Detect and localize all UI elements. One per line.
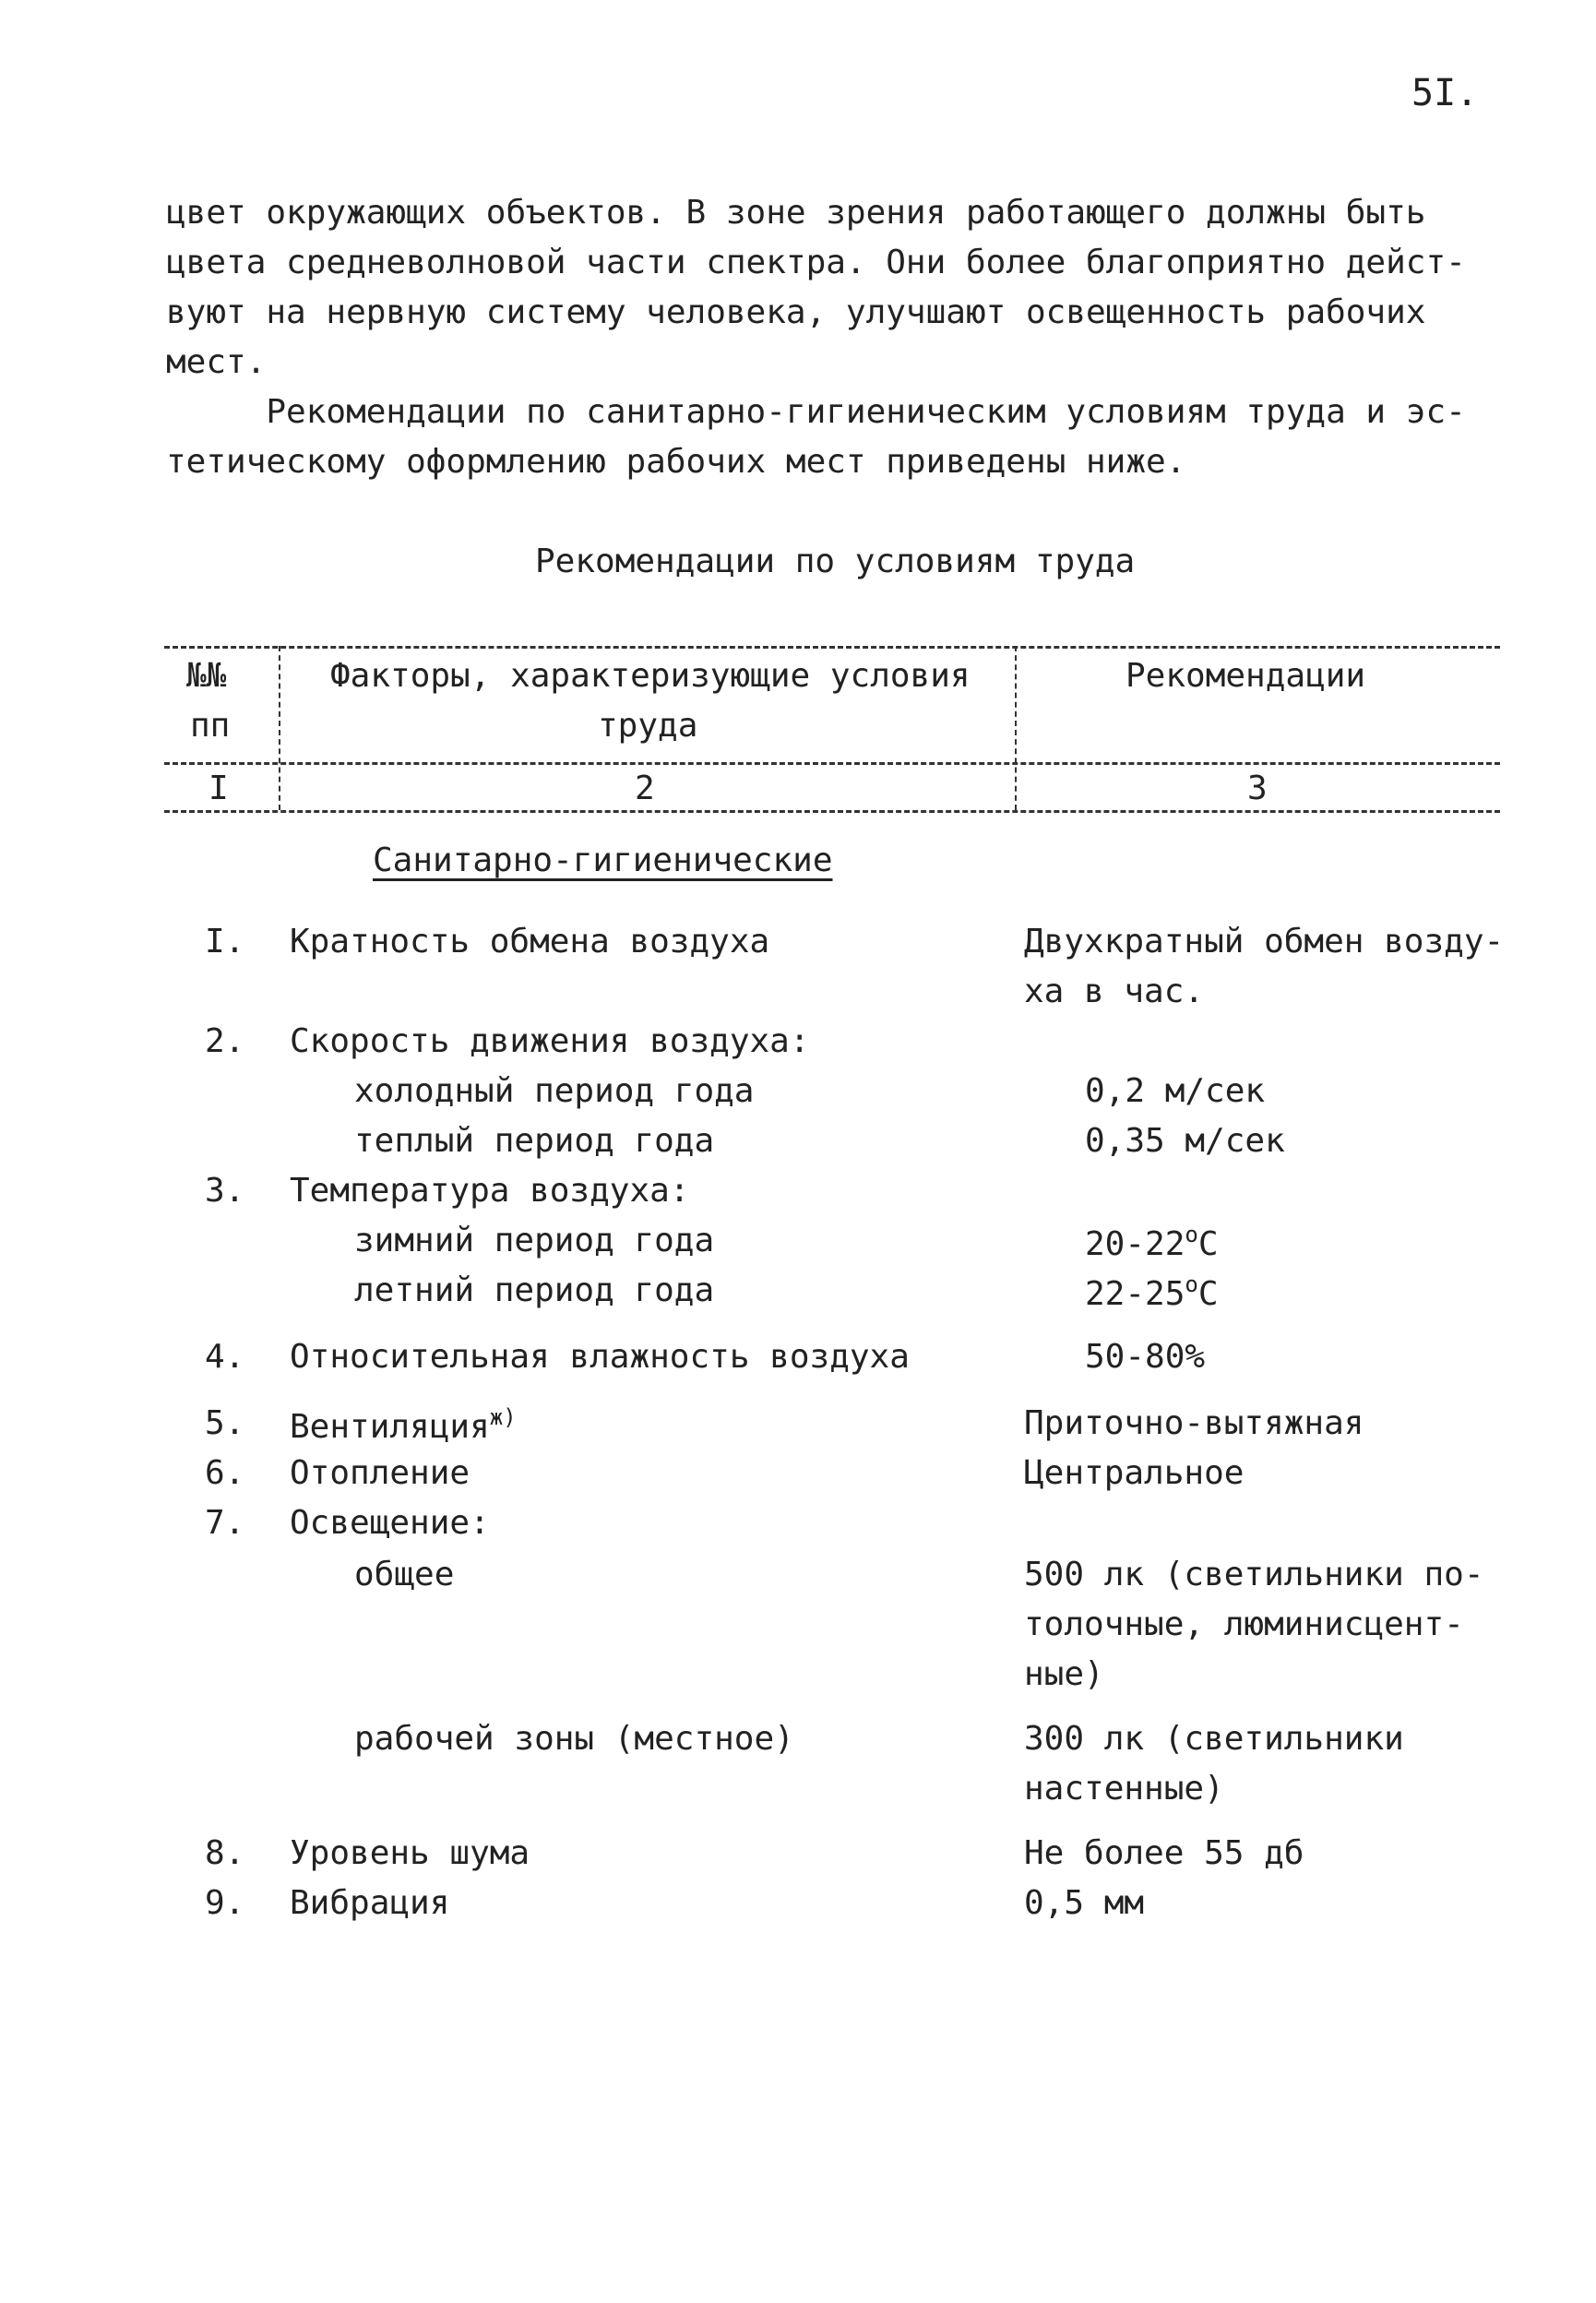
row-9-factor: Вибрация [290,1884,450,1922]
row-2-sub-2: теплый период года [354,1122,715,1160]
row-3-value-2-unit: С [1197,1275,1219,1313]
row-5-number: 5. [205,1404,245,1442]
row-7-sub-1: общее [354,1556,455,1593]
row-3-sub-2: летний период года [354,1271,715,1309]
row-7-recommendation-1a: 500 лк (светильники по- [1024,1556,1484,1593]
intro-line-2: цвета средневолновой части спектра. Они более благоприятно дейст- [166,244,1466,281]
recommend-line-2: тетическому оформлению рабочих мест приведены ниже. [166,443,1186,481]
row-7-sub-2: рабочей зоны (местное) [354,1720,794,1758]
recommend-line-1: Рекомендации по санитарно-гигиеническим условиям труда и эс- [166,393,1466,431]
row-7-recommendation-1c: ные) [1024,1655,1104,1693]
row-1-recommendation-2: ха в час. [1024,973,1205,1010]
row-7-recommendation-1b: толочные, люминисцент- [1024,1605,1464,1643]
row-7-factor: Освещение: [290,1504,490,1542]
row-3-sub-1: зимний период года [354,1222,715,1259]
header-col3: Рекомендации [1126,657,1366,695]
page-number: 5I. [1411,72,1479,114]
row-7-recommendation-2a: 300 лк (светильники [1024,1720,1404,1758]
row-2-sub-1: холодный период года [354,1072,755,1110]
header-num-3: 3 [1247,770,1268,807]
row-3-value-1-number: 20-22 [1085,1225,1185,1263]
header-separator-1 [279,646,280,810]
row-5-factor [290,1404,517,1446]
row-5-recommendation: Приточно-вытяжная [1024,1404,1364,1442]
row-3-factor: Температура воздуха: [290,1172,690,1210]
row-6-factor: Отопление [290,1454,470,1492]
row-1-factor: Кратность обмена воздуха [290,923,770,961]
row-8-recommendation: Не более 55 дб [1024,1834,1304,1872]
intro-line-4: мест. [166,343,267,381]
degree-sign: о [1185,1222,1198,1247]
table-title: Рекомендации по условиям труда [535,543,1136,580]
row-2-value-1: 0,2 м/сек [1085,1072,1266,1110]
row-9-recommendation: 0,5 мм [1024,1884,1145,1922]
row-8-number: 8. [205,1834,245,1872]
row-5-factor-text: Вентиляция [290,1408,490,1446]
header-num-1: I [208,770,229,807]
header-col1-line1: №№ [186,657,227,695]
header-middle-rule [164,762,1500,765]
footnote-mark: ж) [489,1404,517,1430]
header-col2-line1: Факторы, характеризующие условия [330,657,971,695]
row-4-factor: Относительная влажность воздуха [290,1338,910,1376]
header-col1-line2: пп [190,707,231,745]
row-9-number: 9. [205,1884,245,1922]
row-3-value-2 [1085,1271,1219,1313]
row-4-value: 50-80% [1085,1338,1206,1376]
row-1-number: I. [205,923,245,961]
row-3-value-2-number: 22-25 [1085,1275,1185,1313]
intro-line-3: вуют на нервную систему человека, улучшают освещенность рабочих [166,293,1426,331]
row-2-factor: Скорость движения воздуха: [290,1022,810,1060]
header-separator-2 [1015,646,1017,810]
row-7-number: 7. [205,1504,245,1542]
row-3-number: 3. [205,1172,245,1210]
intro-line-1: цвет окружающих объектов. В зоне зрения работающего должны быть [166,194,1426,232]
section-heading: Санитарно-гигиенические [373,841,833,879]
row-2-value-2: 0,35 м/сек [1085,1122,1285,1160]
header-col2-line2: труда [598,707,698,745]
header-bottom-rule [164,810,1500,813]
header-top-rule [164,646,1500,649]
row-8-factor: Уровень шума [290,1834,530,1872]
degree-sign: о [1185,1271,1198,1297]
row-6-recommendation: Центральное [1024,1454,1245,1492]
row-4-number: 4. [205,1338,245,1376]
row-7-recommendation-2b: настенные) [1024,1770,1224,1808]
row-1-recommendation-1: Двухкратный обмен возду- [1024,923,1505,961]
row-2-number: 2. [205,1022,245,1060]
row-3-value-1 [1085,1222,1219,1263]
header-num-2: 2 [635,770,655,807]
row-6-number: 6. [205,1454,245,1492]
row-3-value-1-unit: С [1197,1225,1219,1263]
